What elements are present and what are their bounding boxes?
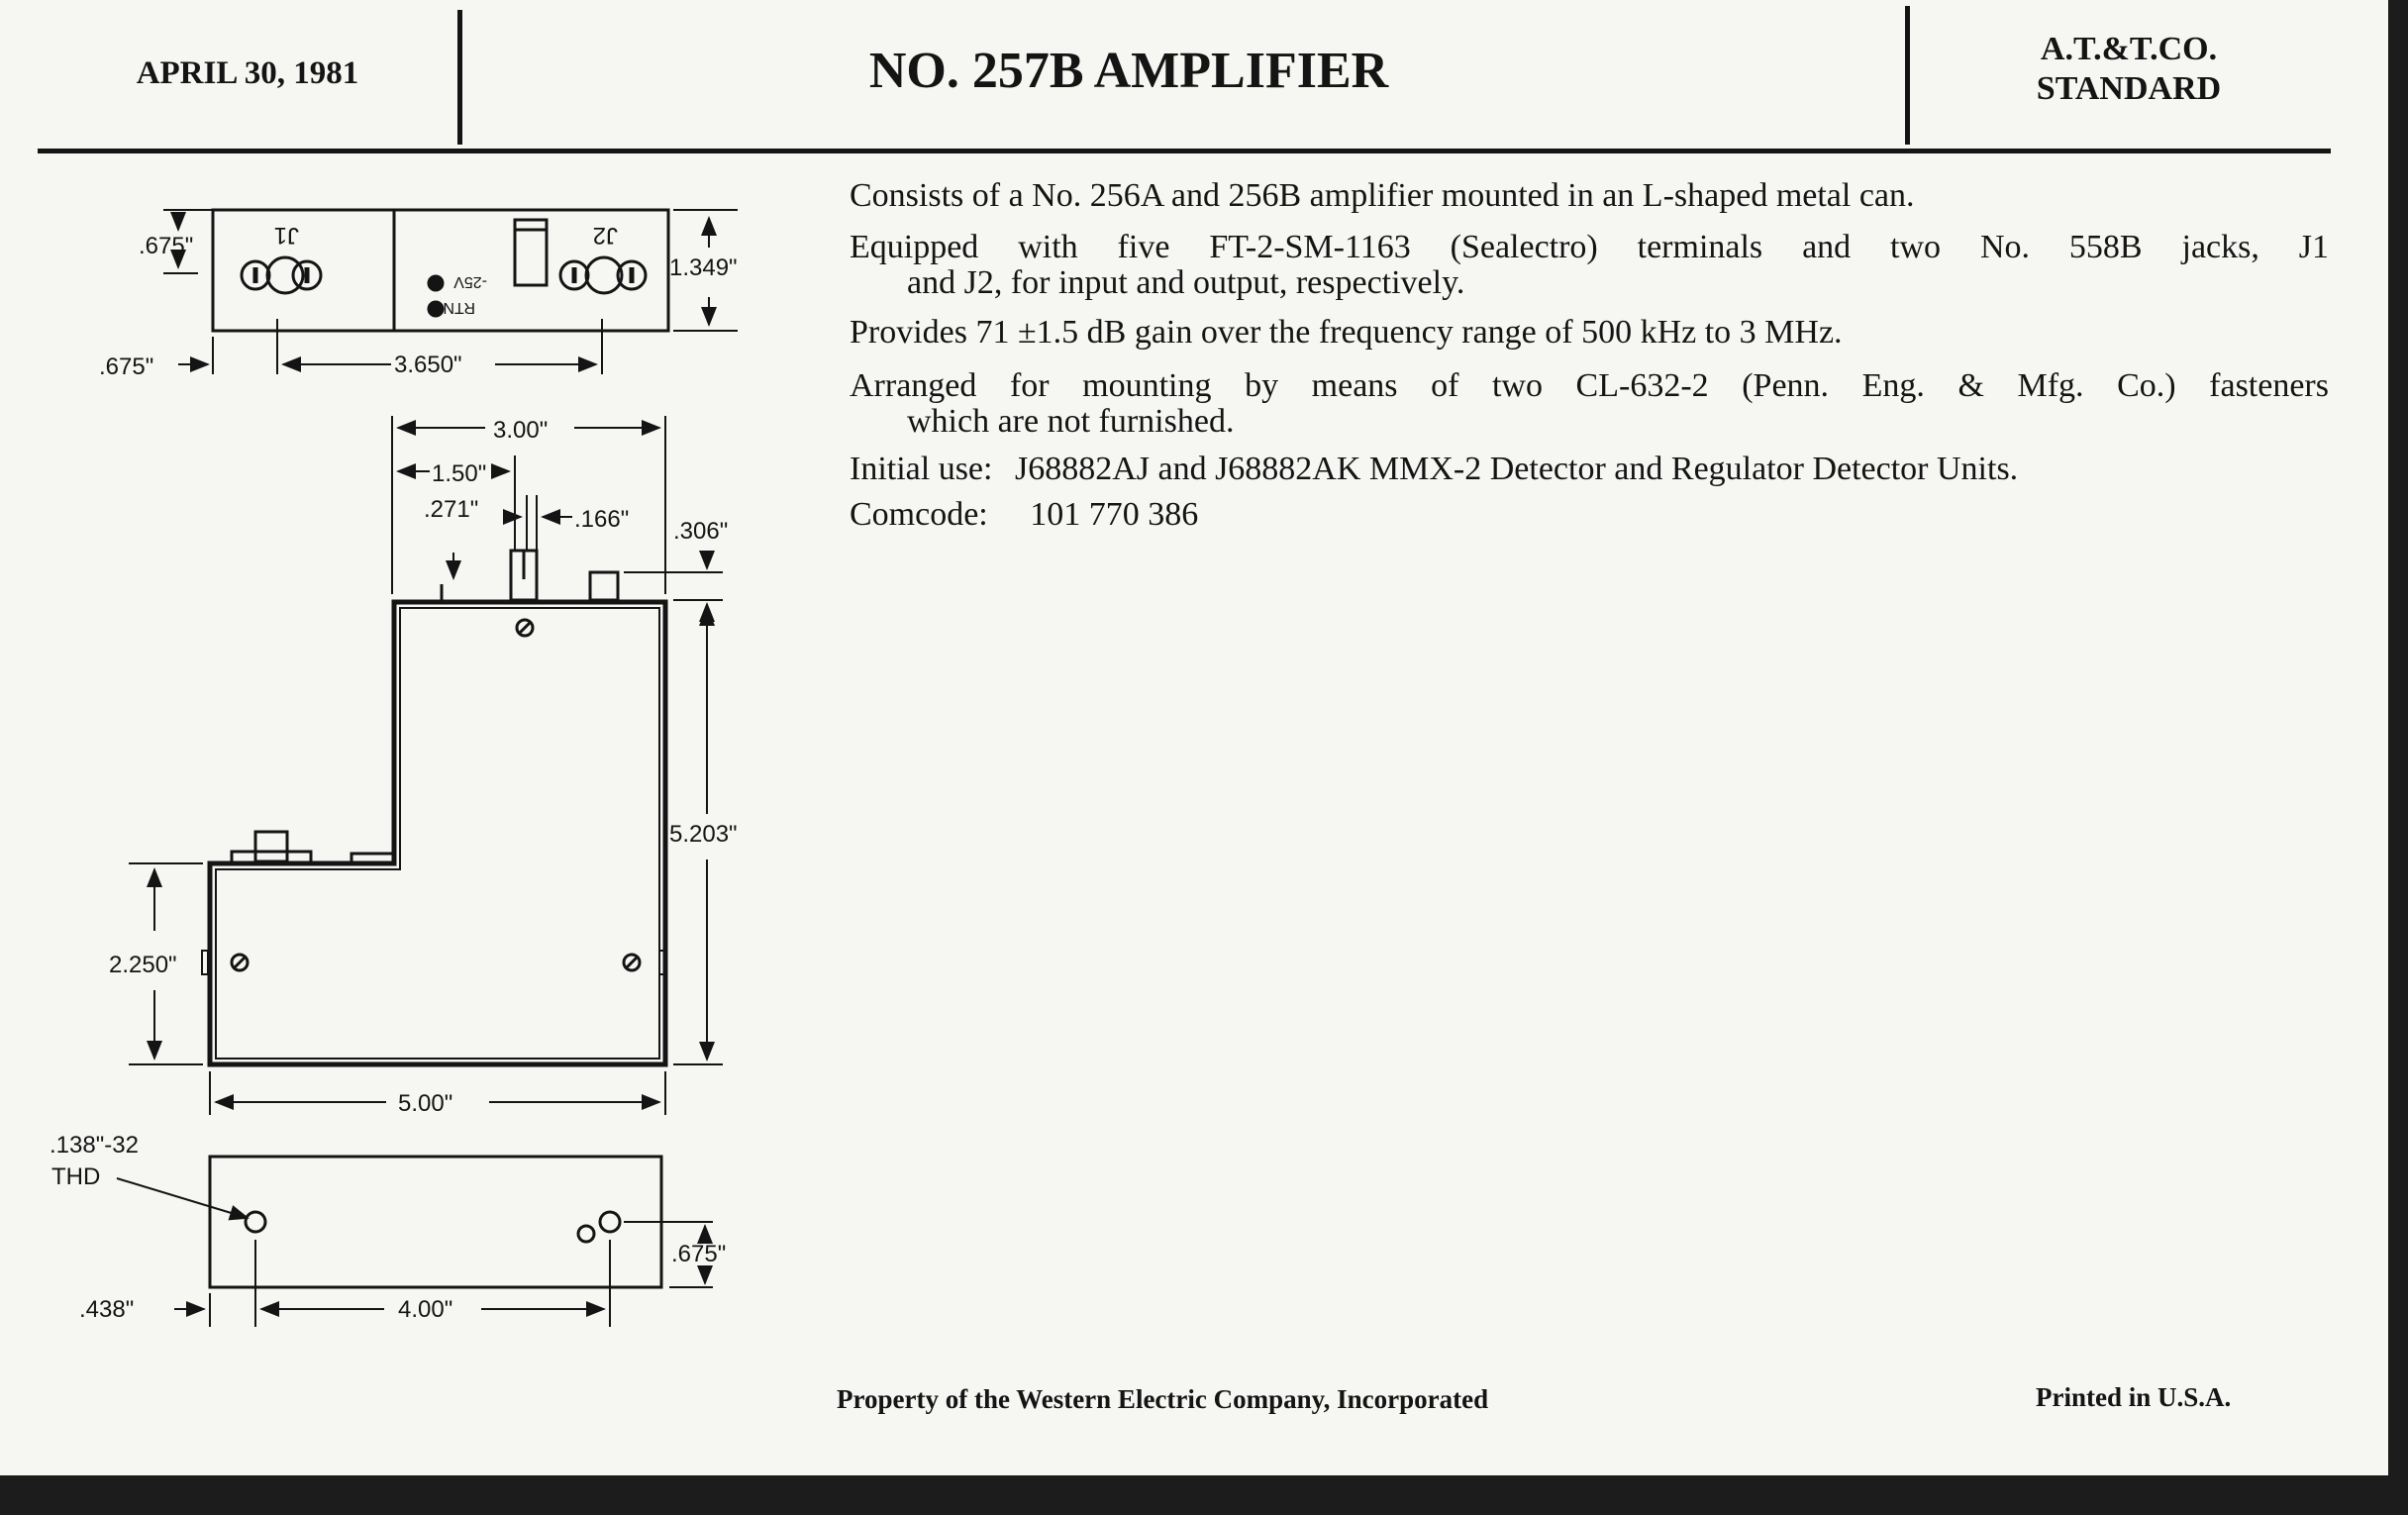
desc-equipped-line1: Equipped with five FT-2-SM-1163 (Sealectro) terminals and two No. 558B jacks, J1 — [850, 229, 2329, 265]
dim-side-offset: .438" — [79, 1296, 135, 1323]
desc-mounting-line2: which are not furnished. — [907, 403, 1235, 440]
dim-plan-b: .166" — [574, 506, 630, 533]
label-j1: J1 — [273, 222, 299, 249]
desc-mounting-line1: Arranged for mounting by means of two CL-632-2 (Penn. Eng. & Mfg. Co.) fasteners — [850, 367, 2329, 404]
header-divider-left — [457, 10, 462, 145]
desc-equipped — [850, 230, 2329, 301]
dim-plan-width: 5.00" — [398, 1090, 453, 1117]
jack-j2 — [560, 257, 646, 293]
dim-top-overall-height: 1.349" — [669, 254, 738, 281]
dim-jack-spacing: 3.650" — [394, 352, 462, 378]
initial-use-value: J68882AJ and J68882AK MMX-2 Detector and Regulator Detector Units. — [1014, 451, 2019, 487]
dim-top-offset: .675" — [99, 354, 154, 380]
desc-equipped-line2: and J2, for input and output, respectively. — [907, 264, 1465, 301]
standard-line-2: STANDARD — [2036, 70, 2222, 107]
footer-printed: Printed in U.S.A. — [2036, 1382, 2232, 1412]
standard-mark — [1960, 30, 2297, 109]
mechanical-drawing — [0, 158, 792, 1505]
label-thread-size: .138"-32 — [50, 1132, 139, 1159]
dim-side-spacing: 4.00" — [398, 1296, 453, 1323]
dim-plan-half: 1.50" — [432, 460, 487, 487]
desc-initial-use — [850, 452, 2329, 487]
header-rule — [38, 149, 2331, 153]
label-thread-thd: THD — [51, 1163, 101, 1190]
dim-plan-height: 5.203" — [669, 821, 738, 848]
label-j2: J2 — [592, 222, 618, 249]
label-term-rtn: RTN — [443, 299, 475, 316]
dim-plan-a: .271" — [424, 496, 479, 523]
standard-line-1: A.T.&T.CO. — [2040, 31, 2218, 67]
dim-plan-low-height: 2.250" — [109, 952, 177, 978]
issue-date: APRIL 30, 1981 — [136, 55, 359, 91]
dim-plan-width-top: 3.00" — [493, 417, 549, 444]
footer-property: Property of the Western Electric Company, Incorporated — [837, 1384, 1489, 1414]
initial-use-label: Initial use: — [850, 451, 993, 487]
dim-side-height: .675" — [671, 1241, 727, 1267]
jack-j1 — [242, 257, 321, 293]
header-divider-right — [1905, 6, 1910, 145]
label-term-25v: -25V — [453, 273, 487, 290]
comcode-label: Comcode: — [850, 496, 988, 533]
desc-comcode — [850, 497, 2329, 533]
desc-gain: Provides 71 ±1.5 dB gain over the frequency range of 500 kHz to 3 MHz. — [850, 314, 1843, 351]
desc-consists: Consists of a No. 256A and 256B amplifier mounted in an L-shaped metal can. — [850, 177, 1915, 214]
dim-top-height: .675" — [139, 233, 194, 259]
comcode-value: 101 770 386 — [1030, 496, 1199, 533]
page-title: NO. 257B AMPLIFIER — [868, 43, 1389, 99]
top-view — [163, 210, 738, 374]
dim-plan-c: .306" — [673, 518, 729, 545]
desc-mounting — [850, 368, 2329, 440]
